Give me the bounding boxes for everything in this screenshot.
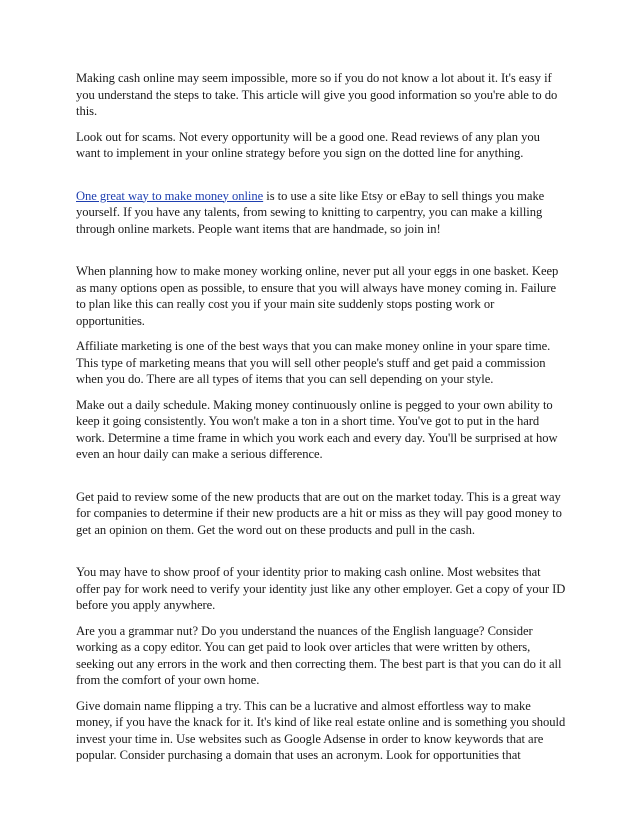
- paragraph-schedule: Make out a daily schedule. Making money continuously online is pegged to your own ability to keep it going consistently. You won't make a ton in a short time. You've got to put in the hard work. Determine a time frame in which you work each and every day. You'll be surprised at how even an hour daily can make a serious difference.: [76, 397, 558, 461]
- paragraph-affiliate: Affiliate marketing is one of the best ways that you can make money online in your spare time. This type of marketing means that you will sell other people's stuff and get paid a commission when you do. There are all types of items that you can sell depending on your style.: [76, 339, 551, 386]
- paragraph-review-products: Get paid to review some of the new products that are out on the market today. This is a great way for companies to determine if their new products are a hit or miss as they will pay good money to get an opinion on them. Get the word out on these products and pull in the cash.: [76, 489, 562, 537]
- paragraph-etsy: [76, 188, 566, 238]
- paragraph-domain-flipping: Give domain name flipping a try. This can be a lucrative and almost effortless way to make money, if you have the knack for it. It's kind of like real estate online and is something you should invest your time in. Use websites such as Google Adsense in order to know keywords that are popular. Consider purchasing a domain that uses an acronym. Look for opportunities that: [76, 698, 566, 762]
- paragraph-grammar: Are you a grammar nut? Do you understand the nuances of the English language? Consider working as a copy editor. You can get paid to look over articles that were written by others, seeking out any errors in the work and then correcting them. The best part is that you can do it all from the comfort of your own home.: [76, 623, 562, 687]
- paragraph-eggs-basket: When planning how to make money working online, never put all your eggs in one basket. Keep as many options open as possible, to ensure that you will always have money coming in. Failure to plan like this can really cost you if your main site suddenly stops posting work or opportunities.: [76, 264, 559, 328]
- paragraph-identity: You may have to show proof of your identity prior to making cash online. Most websites that offer pay for work need to verify your identity just like any other employer. Get a copy of your ID before you apply anywhere.: [76, 565, 566, 612]
- paragraph-etsy-text: is to use a site like Etsy or eBay to sell things you make yourself. If you have any talents, from sewing to knitting to carpentry, you can make a killing through online markets. People want items that are handmade, so join in!: [76, 188, 545, 236]
- make-money-online-link[interactable]: One great way to make money online: [76, 188, 264, 203]
- paragraph-intro: Making cash online may seem impossible, more so if you do not know a lot about it. It's easy if you understand the steps to take. This article will give you good information so you're able to do this.: [76, 71, 558, 118]
- paragraph-scams: Look out for scams. Not every opportunity will be a good one. Read reviews of any plan you want to implement in your online strategy before you sign on the dotted line for anything.: [76, 129, 540, 160]
